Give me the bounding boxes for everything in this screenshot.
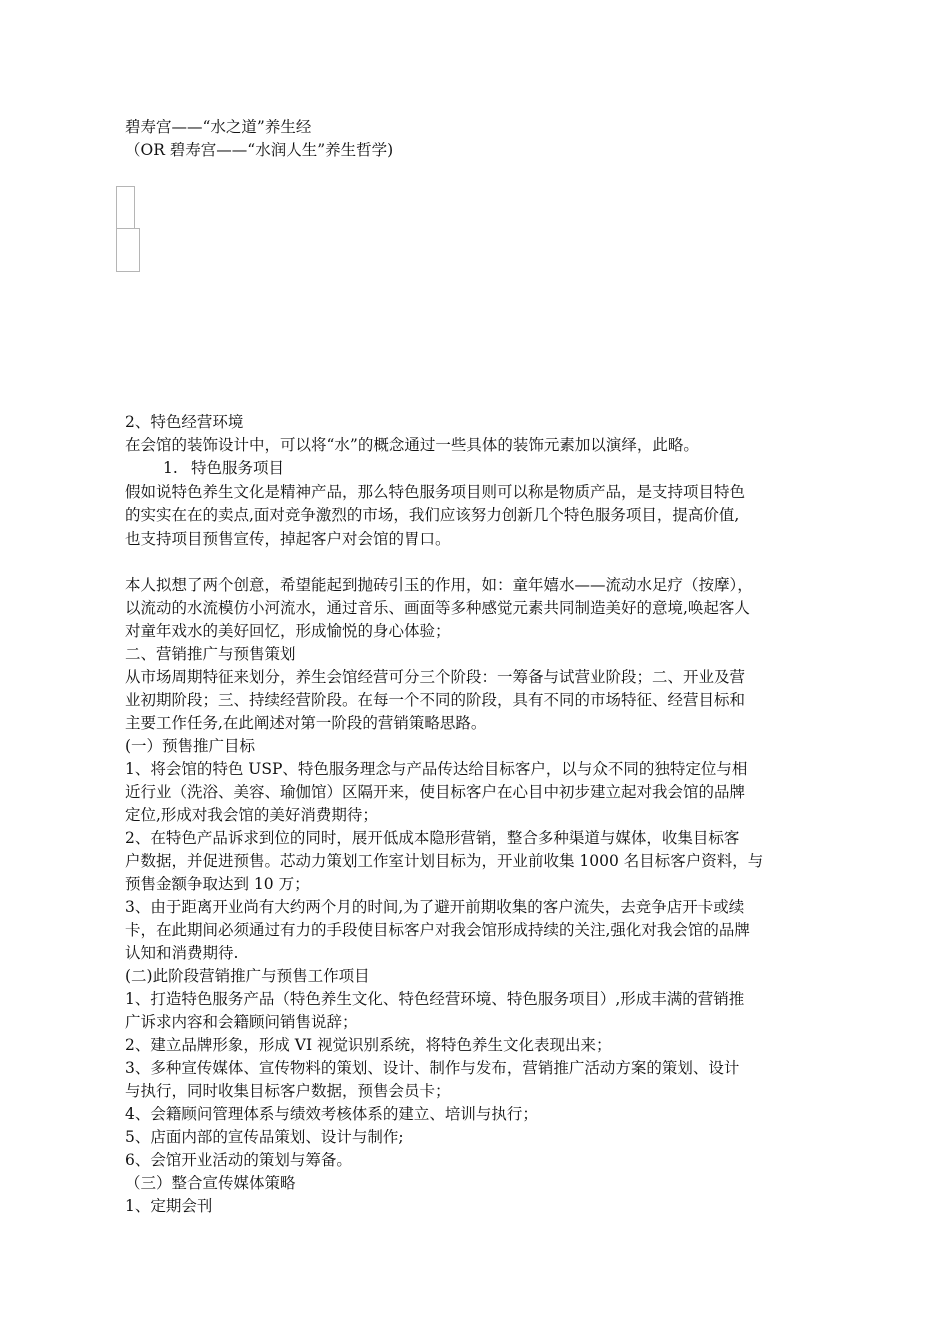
paragraph-line: 在会馆的装饰设计中，可以将“水”的概念通过一些具体的装饰元素加以演绎，此略。 <box>125 436 699 454</box>
paragraph-line: 3、多种宣传媒体、宣传物料的策划、设计、制作与发布，营销推广活动方案的策划、设计 <box>125 1059 740 1077</box>
paragraph-line: 1、将会馆的特色 USP、特色服务理念与产品传达给目标客户，以与众不同的独特定位与相 <box>125 760 748 778</box>
placeholder-box-top <box>116 186 135 230</box>
paragraph-line: 假如说特色养生文化是精神产品，那么特色服务项目则可以称是物质产品，是支持项目特色 <box>125 483 746 501</box>
paragraph-line: 预售金额争取达到 10 万； <box>125 875 310 893</box>
paragraph-line: 1、打造特色服务产品（特色养生文化、特色经营环境、特色服务项目）,形成丰满的营销推 <box>125 990 745 1008</box>
section-heading: 二、营销推广与预售策划 <box>125 645 296 663</box>
subsection-heading: (一）预售推广目标 <box>125 737 256 755</box>
paragraph-line: 业初期阶段；三、持续经营阶段。在每一个不同的阶段，具有不同的市场特征、经营目标和 <box>125 691 746 709</box>
paragraph-line: 6、会馆开业活动的策划与筹备。 <box>125 1151 352 1169</box>
list-number: 1. <box>163 459 178 477</box>
subsection-heading: (二)此阶段营销推广与预售工作项目 <box>125 967 370 985</box>
list-label: 特色服务项目 <box>191 459 285 477</box>
paragraph-line: 5、店面内部的宣传品策划、设计与制作; <box>125 1128 404 1146</box>
paragraph-line: 的实实在在的卖点,面对竞争激烈的市场，我们应该努力创新几个特色服务项目，提高价值, <box>125 506 740 524</box>
paragraph-line: 1、定期会刊 <box>125 1197 213 1215</box>
paragraph-line: 2、在特色产品诉求到位的同时，展开低成本隐形营销，整合多种渠道与媒体，收集目标客 <box>125 829 740 847</box>
paragraph-line: 户数据，并促进预售。芯动力策划工作室计划目标为，开业前收集 1000 名目标客户资料，与 <box>125 852 764 870</box>
paragraph-line: 本人拟想了两个创意，希望能起到抛砖引玉的作用，如：童年嬉水——流动水足疗（按摩）， <box>125 576 753 594</box>
document-title: 碧寿宫——“水之道”养生经 <box>125 118 312 136</box>
paragraph-line: 认知和消费期待. <box>125 944 239 962</box>
paragraph-line: 2、建立品牌形象，形成 VI 视觉识别系统，将特色养生文化表现出来； <box>125 1036 612 1054</box>
section-heading: 2、特色经营环境 <box>125 413 244 431</box>
numbered-heading <box>163 457 878 480</box>
document-subtitle: （OR 碧寿宫——“水润人生”养生哲学) <box>125 141 394 159</box>
paragraph-line: 也支持项目预售宣传，掉起客户对会馆的胃口。 <box>125 530 451 548</box>
paragraph-line: 从市场周期特征来划分，养生会馆经营可分三个阶段：一筹备与试营业阶段；二、开业及营 <box>125 668 746 686</box>
paragraph-line: 卡，在此期间必须通过有力的手段使目标客户对我会馆形成持续的关注,强化对我会馆的品牌 <box>125 921 750 939</box>
paragraph-line: 主要工作任务,在此阐述对第一阶段的营销策略思路。 <box>125 714 487 732</box>
paragraph-line: 对童年戏水的美好回忆，形成愉悦的身心体验； <box>125 622 451 640</box>
placeholder-box-bottom <box>116 228 140 272</box>
paragraph-line: 定位,形成对我会馆的美好消费期待； <box>125 806 378 824</box>
paragraph-line: 4、会籍顾问管理体系与绩效考核体系的建立、培训与执行； <box>125 1105 538 1123</box>
subsection-heading: （三）整合宣传媒体策略 <box>125 1174 296 1192</box>
paragraph-line: 与执行，同时收集目标客户数据，预售会员卡； <box>125 1082 451 1100</box>
paragraph-line: 广诉求内容和会籍顾问销售说辞； <box>125 1013 358 1031</box>
paragraph-line: 近行业（洗浴、美容、瑜伽馆）区隔开来，使目标客户在心目中初步建立起对我会馆的品牌 <box>125 783 746 801</box>
paragraph-line: 以流动的水流模仿小河流水，通过音乐、画面等多种感觉元素共同制造美好的意境,唤起客人 <box>125 599 750 617</box>
paragraph-line: 3、由于距离开业尚有大约两个月的时间,为了避开前期收集的客户流失，去竞争店开卡或续 <box>125 898 745 916</box>
